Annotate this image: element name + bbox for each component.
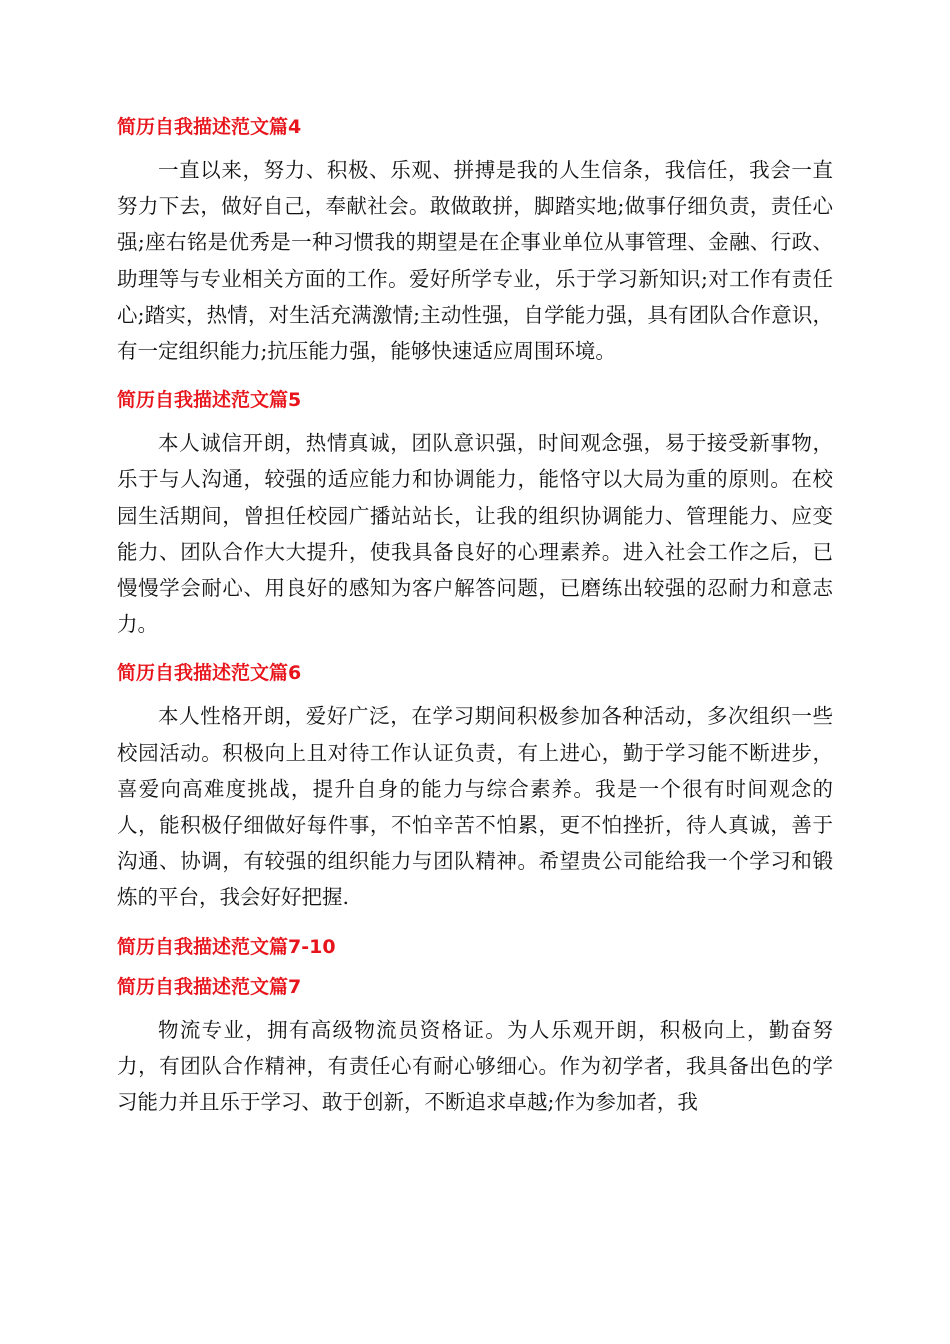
section-heading-7: 简历自我描述范文篇7 (117, 975, 302, 998)
section-heading-7-10: 简历自我描述范文篇7-10 (117, 935, 336, 958)
section-paragraph-5: 本人诚信开朗，热情真诚，团队意识强，时间观念强，易于接受新事物，乐于与人沟通，较强的适应能力和协调能力，能恪守以大局为重的原则。在校园生活期间，曾担任校园广播站站长，让我的组织协调能力、管理能力、应变能力、团队合作大大提升，使我具备良好的心理素养。进入社会工作之后，已慢慢学会耐心、用良好的感知为客户解答问题，已磨练出较强的忍耐力和意志力。 (117, 431, 833, 637)
section-paragraph-4: 一直以来，努力、积极、乐观、拼搏是我的人生信条，我信任，我会一直努力下去，做好自己，奉献社会。敢做敢拼，脚踏实地;做事仔细负责，责任心强;座右铭是优秀是一种习惯我的期望是在企事业单位从事管理、金融、行政、助理等与专业相关方面的工作。爱好所学专业，乐于学习新知识;对工作有责任心;踏实，热情，对生活充满激情;主动性强，自学能力强，具有团队合作意识，有一定组织能力;抗压能力强，能够快速适应周围环境。 (117, 158, 833, 364)
section-heading-4: 简历自我描述范文篇4 (117, 116, 302, 138)
section-heading-6: 简历自我描述范文篇6 (117, 662, 302, 685)
section-paragraph-7: 物流专业，拥有高级物流员资格证。为人乐观开朗，积极向上，勤奋努力，有团队合作精神，有责任心有耐心够细心。作为初学者，我具备出色的学习能力并且乐于学习、敢于创新，不断追求卓越;作为参加者，我 (117, 1017, 833, 1115)
document-body (117, 112, 833, 1120)
section-heading-5: 简历自我描述范文篇5 (117, 389, 302, 412)
section-paragraph-6: 本人性格开朗，爱好广泛，在学习期间积极参加各种活动，多次组织一些校园活动。积极向上且对待工作认证负责，有上进心，勤于学习能不断进步，喜爱向高难度挑战，提升自身的能力与综合素养。我是一个很有时间观念的人，能积极仔细做好每件事，不怕辛苦不怕累，更不怕挫折，待人真诚，善于沟通、协调，有较强的组织能力与团队精神。希望贵公司能给我一个学习和锻炼的平台，我会好好把握. (117, 704, 833, 910)
